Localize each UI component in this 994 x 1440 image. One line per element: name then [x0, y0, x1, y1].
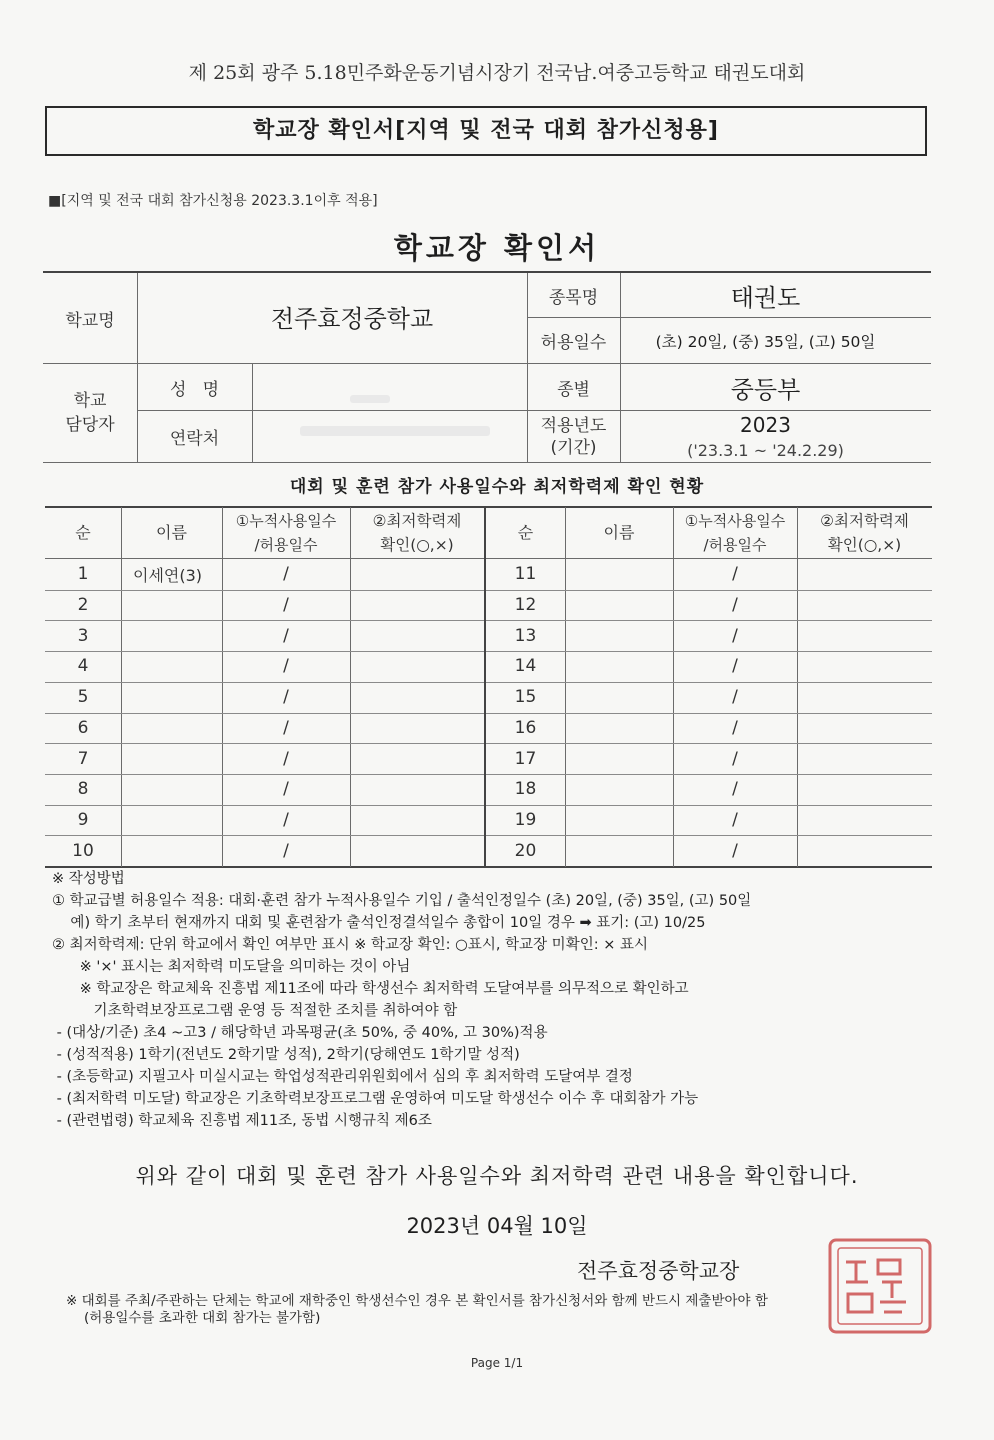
- school-label: 학교명: [65, 310, 115, 331]
- manager-label: 학교 담당자: [65, 391, 115, 435]
- row-name: [121, 805, 222, 836]
- row-number: 11: [514, 564, 537, 585]
- school-seal-icon: [822, 1232, 940, 1340]
- period-value: ('23.3.1 ~ '24.2.29): [687, 441, 844, 460]
- row-days: /: [732, 779, 738, 800]
- row-name: 이세연(3): [133, 565, 203, 585]
- contact-value: [252, 411, 527, 462]
- writing-notes: [52, 868, 932, 1132]
- footnote-line-2: (허용일수를 초과한 대회 참가는 불가함): [84, 1310, 321, 1326]
- row-days: /: [283, 748, 289, 769]
- row-number: 5: [77, 687, 89, 708]
- row-min-check: [350, 713, 484, 744]
- row-number: 18: [514, 779, 537, 800]
- row-days: /: [283, 717, 289, 738]
- note-line: 예) 학기 초부터 현재까지 대회 및 훈련참가 출석인정결석일수 총합이 10일 경우 ➡ 표기: (고) 10/25: [52, 915, 706, 931]
- row-days: /: [732, 564, 738, 585]
- row-name: [565, 835, 673, 866]
- note-line: 기초학력보장프로그램 운영 등 적절한 조치를 취하여야 함: [52, 1003, 458, 1019]
- row-days: /: [283, 809, 289, 830]
- row-number: 13: [514, 625, 537, 646]
- row-days: /: [283, 656, 289, 677]
- row-days: /: [283, 687, 289, 708]
- row-min-check: [350, 590, 484, 621]
- redacted-contact: [300, 426, 490, 436]
- days-value: (초) 20일, (중) 35일, (고) 50일: [655, 332, 876, 351]
- row-name: [121, 682, 222, 713]
- row-number: 12: [514, 595, 537, 616]
- main-title: 학교장 확인서: [393, 231, 601, 265]
- row-number: 4: [77, 656, 89, 677]
- note-line: ② 최저학력제: 단위 학교에서 확인 여부만 표시 ※ 학교장 확인: ○표시, 학교장 미확인: × 표시: [52, 937, 648, 953]
- row-min-check: [797, 559, 932, 590]
- page-number: Page 1/1: [470, 1356, 524, 1370]
- days-label: 허용일수: [540, 333, 607, 353]
- note-line: - (성적적용) 1학기(전년도 2학기말 성적), 2학기(당해연도 1학기말 성적): [52, 1047, 520, 1063]
- col-days-left: ①누적사용일수 /허용일수: [235, 512, 337, 554]
- row-days: /: [283, 840, 289, 861]
- row-number: 8: [77, 779, 89, 800]
- row-number: 1: [77, 564, 89, 585]
- row-name: [565, 682, 673, 713]
- row-number: 7: [77, 748, 89, 769]
- row-days: /: [732, 717, 738, 738]
- row-number: 15: [514, 687, 537, 708]
- sport-label: 종목명: [548, 287, 599, 308]
- row-number: 2: [77, 595, 89, 616]
- row-min-check: [797, 682, 932, 713]
- note-line: ① 학교급별 허용일수 적용: 대회·훈련 참가 누적사용일수 기입 / 출석인정일수 (초) 20일, (중) 35일, (고) 50일: [52, 893, 752, 909]
- row-number: 6: [77, 717, 89, 738]
- footnote-line-1: ※ 대회를 주최/주관하는 단체는 학교에 재학중인 학생선수인 경우 본 확인서를 참가신청서와 함께 반드시 제출받아야 함: [66, 1293, 768, 1309]
- row-name: [121, 620, 222, 651]
- note-line: ※ 작성방법: [52, 871, 125, 887]
- col-days-right: ①누적사용일수 /허용일수: [684, 512, 786, 554]
- row-days: /: [283, 595, 289, 616]
- row-min-check: [797, 774, 932, 805]
- row-days: /: [732, 625, 738, 646]
- row-days: /: [283, 779, 289, 800]
- contact-label: 연락처: [169, 429, 220, 449]
- row-name: [565, 559, 673, 590]
- name-label: 성 명: [169, 379, 220, 400]
- apply-note: ■[지역 및 전국 대회 참가신청용 2023.3.1이후 적용]: [48, 193, 378, 209]
- row-min-check: [797, 590, 932, 621]
- participation-title: 대회 및 훈련 참가 사용일수와 최저학력제 확인 현황: [289, 477, 705, 497]
- year-value: 2023: [740, 413, 791, 437]
- confirm-date: 2023년 04월 10일: [406, 1214, 588, 1238]
- col-name-left: 이름: [156, 523, 187, 542]
- row-number: 10: [72, 840, 94, 861]
- row-name: [121, 590, 222, 621]
- row-name: [565, 651, 673, 682]
- row-number: 19: [514, 809, 537, 830]
- row-name: [121, 835, 222, 866]
- note-line: ※ '×' 표시는 최저학력 미도달을 의미하는 것이 아님: [52, 959, 411, 975]
- row-name: [565, 713, 673, 744]
- row-days: /: [732, 840, 738, 861]
- signer-name: 전주효정중학교장: [577, 1259, 740, 1283]
- row-name: [565, 590, 673, 621]
- row-min-check: [350, 774, 484, 805]
- col-name-right: 이름: [603, 523, 635, 542]
- row-number: 9: [77, 809, 89, 830]
- row-number: 3: [77, 625, 89, 646]
- row-name: [565, 620, 673, 651]
- note-line: - (최저학력 미도달) 학교장은 기초학력보장프로그램 운영하여 미도달 학생선수 이수 후 대회참가 가능: [52, 1091, 699, 1107]
- row-number: 14: [514, 656, 537, 677]
- row-number: 16: [514, 717, 537, 738]
- redacted-name: [350, 395, 390, 403]
- row-min-check: [797, 713, 932, 744]
- row-days: /: [732, 595, 738, 616]
- event-title: 제 25회 광주 5.18민주화운동기념시장기 전국남.여중고등학교 태권도대회: [188, 62, 806, 84]
- footnote: [66, 1293, 768, 1327]
- row-days: /: [732, 656, 738, 677]
- col-min-left: ②최저학력제 확인(○,×): [372, 512, 462, 554]
- row-min-check: [797, 835, 932, 866]
- col-min-right: ②최저학력제 확인(○,×): [820, 512, 909, 554]
- row-name: [121, 713, 222, 744]
- confirm-statement: 위와 같이 대회 및 훈련 참가 사용일수와 최저학력 관련 내용을 확인합니다.: [135, 1164, 859, 1188]
- row-min-check: [350, 743, 484, 774]
- row-min-check: [350, 805, 484, 836]
- name-value: [252, 364, 527, 410]
- row-days: /: [283, 564, 289, 585]
- col-no-left: 순: [75, 523, 91, 542]
- row-min-check: [350, 620, 484, 651]
- row-min-check: [350, 559, 484, 590]
- row-min-check: [797, 743, 932, 774]
- sport-value: 태권도: [730, 283, 801, 312]
- row-number: 20: [514, 840, 537, 861]
- row-days: /: [283, 625, 289, 646]
- row-name: [121, 774, 222, 805]
- row-number: 17: [514, 748, 537, 769]
- row-name: [121, 743, 222, 774]
- row-min-check: [350, 651, 484, 682]
- row-days: /: [732, 809, 738, 830]
- year-label: 적용년도 (기간): [540, 415, 607, 458]
- note-line: - (초등학교) 지필고사 미실시교는 학업성적관리위원회에서 심의 후 최저학력 도달여부 결정: [52, 1069, 633, 1085]
- row-min-check: [797, 620, 932, 651]
- col-no-right: 순: [517, 523, 534, 542]
- row-min-check: [797, 805, 932, 836]
- row-min-check: [350, 682, 484, 713]
- row-days: /: [732, 687, 738, 708]
- row-name: [565, 805, 673, 836]
- note-line: - (대상/기준) 초4 ~고3 / 해당학년 과목평균(초 50%, 중 40%, 고 30%)적용: [52, 1025, 548, 1041]
- row-name: [565, 743, 673, 774]
- division-label: 종별: [557, 379, 590, 400]
- row-days: /: [732, 748, 738, 769]
- row-name: [565, 774, 673, 805]
- row-min-check: [350, 835, 484, 866]
- division-value: 중등부: [730, 375, 801, 404]
- document-title-box: 학교장 확인서[지역 및 전국 대회 참가신청용]: [45, 106, 927, 156]
- note-line: - (관련법령) 학교체육 진흥법 제11조, 동법 시행규칙 제6조: [52, 1113, 432, 1129]
- row-name: [121, 651, 222, 682]
- note-line: ※ 학교장은 학교체육 진흥법 제11조에 따라 학생선수 최저학력 도달여부를 의무적으로 확인하고: [52, 981, 689, 997]
- school-name: 전주효정중학교: [270, 305, 434, 333]
- row-min-check: [797, 651, 932, 682]
